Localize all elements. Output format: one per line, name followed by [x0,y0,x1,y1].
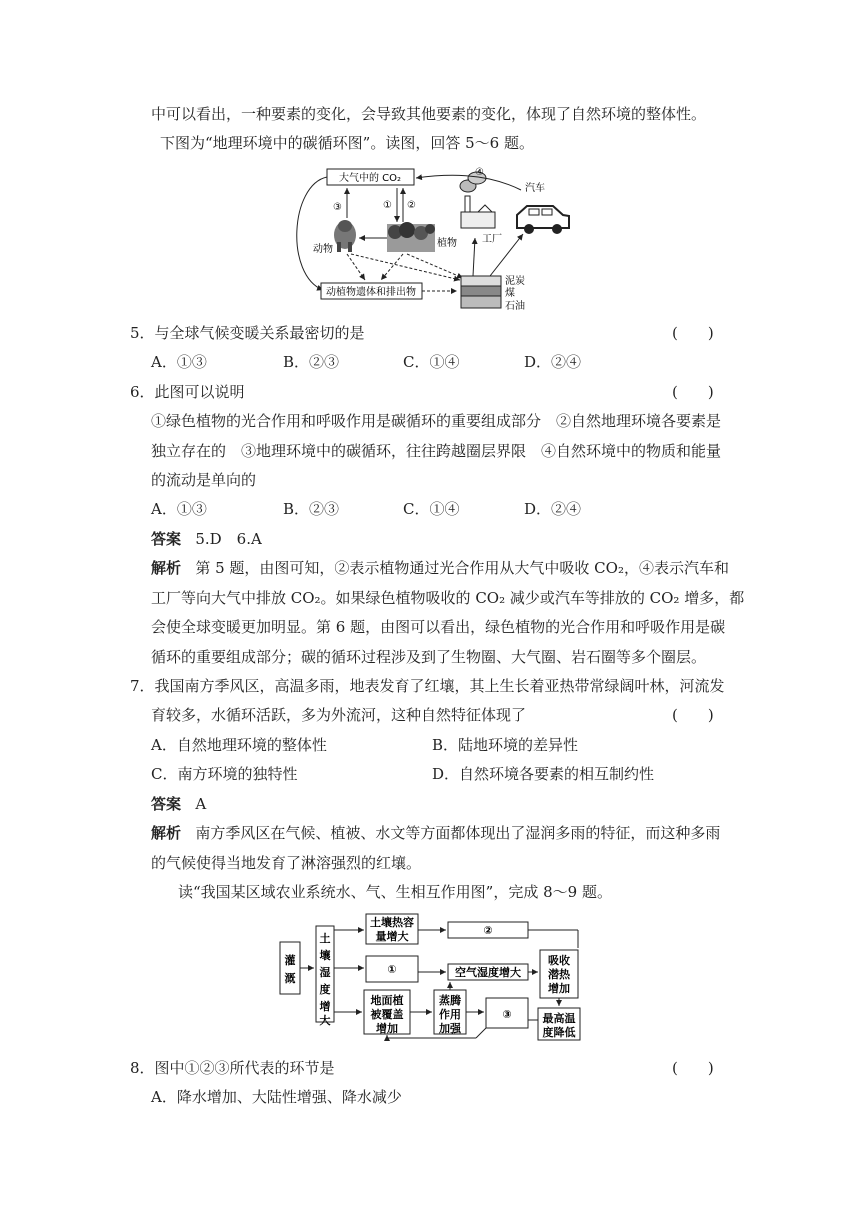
agri-system-diagram [276,912,592,1042]
explanation-label: 解析 [151,559,182,577]
svg-text:增加: 增加 [548,982,570,995]
answer-label: 答案 [151,530,182,548]
fossil-fuel-strata [461,276,501,308]
svg-text:度: 度 [319,983,331,996]
answer-7 [151,794,206,814]
explanation-5-6-line-4: 循环的重要组成部分；碳的循环过程涉及到了生物圈、大气圈、岩石圈等多个圈层。 [151,648,707,666]
car-icon [517,206,569,234]
q5-option-b[interactable]: B．②③ [283,353,340,371]
arrow-3-label: ③ [333,202,342,213]
q8-stem: 8．图中①②③所代表的环节是 [130,1059,335,1077]
q8-option-a[interactable]: A．降水增加、大陆性增强、降水减少 [151,1088,402,1106]
air-humidity-label: 空气湿度增大 [455,966,521,979]
arrow-4-label: ④ [475,167,484,178]
irrigation-char-2: 溉 [284,972,296,985]
q6-option-b[interactable]: B．②③ [283,500,340,518]
irrigation-char-1: 灌 [284,954,296,967]
q6-option-a[interactable]: A．①③ [151,500,207,518]
q7-option-c[interactable]: C．南方环境的独特性 [151,765,298,783]
answer-label: 答案 [151,795,182,813]
svg-text:壤: 壤 [319,949,331,962]
svg-text:增: 增 [319,1000,331,1013]
q6-body-2: 独立存在的 ③地理环境中的碳循环，往往跨越圈层界限 ④自然环境中的物质和能量 [151,442,722,460]
explanation-7-line-1 [151,823,720,843]
svg-text:量增大: 量增大 [375,930,409,943]
svg-text:被覆盖: 被覆盖 [370,1008,404,1021]
explanation-text: 第 5 题，由图可知，②表示植物通过光合作用从大气中吸收 CO₂，④表示汽车和 [195,559,729,577]
explanation-text: 南方季风区在气候、植被、水文等方面都体现出了湿润多雨的特征，而这种多雨 [195,824,721,842]
q5-option-c[interactable]: C．①④ [403,353,460,371]
arrow-1-label: ① [383,200,392,211]
explanation-5-6-line-3: 会使全球变暖更加明显。第 6 题，由图可以看出，绿色植物的光合作用和呼吸作用是碳 [151,618,726,636]
q6-body-1: ①绿色植物的光合作用和呼吸作用是碳循环的重要组成部分 ②自然地理环境各要素是 [151,412,722,430]
plants-label: 植物 [437,238,457,249]
atmosphere-label: 大气中的 CO₂ [338,173,402,184]
read-8-9-intro: 读“我国某区域农业系统水、气、生相互作用图”，完成 8～9 题。 [178,883,612,901]
svg-text:加强: 加强 [439,1022,461,1035]
explanation-5-6-line-2: 工厂等向大气中排放 CO₂。如果绿色植物吸收的 CO₂ 减少或汽车等排放的 CO₂ 增多，都 [151,589,745,607]
box-2-label: ② [483,924,493,937]
q5-stem: 5．与全球气候变暖关系最密切的是 [130,324,365,342]
q6-body-3: 的流动是单向的 [151,471,257,489]
q6-option-d[interactable]: D．②④ [524,500,582,518]
answer-text: 5.D 6.A [195,530,262,548]
q8-paren: ( ) [672,1059,714,1077]
q7-paren: ( ) [672,706,714,724]
svg-text:蒸腾: 蒸腾 [439,994,461,1007]
arrow-2-label: ② [407,200,416,211]
q6-option-c[interactable]: C．①④ [403,500,460,518]
svg-text:土壤热容: 土壤热容 [370,916,414,929]
q5-option-a[interactable]: A．①③ [151,353,207,371]
q7-option-b[interactable]: B．陆地环境的差异性 [432,736,579,754]
svg-text:大: 大 [319,1014,331,1027]
svg-text:潜热: 潜热 [548,968,570,981]
q6-stem: 6．此图可以说明 [130,383,245,401]
plants-forest-image [387,222,435,252]
q6-paren: ( ) [672,383,714,401]
animals-label: 动物 [313,244,333,255]
q5-paren: ( ) [672,324,714,342]
box-1-label: ① [387,963,397,976]
svg-text:度降低: 度降低 [542,1026,576,1039]
svg-text:地面植: 地面植 [370,994,404,1007]
q7-option-a[interactable]: A．自然地理环境的整体性 [151,736,327,754]
factory-label: 工厂 [482,234,502,245]
factory-icon [460,172,495,228]
svg-text:增加: 增加 [376,1022,398,1035]
q7-line-1: 7．我国南方季风区，高温多雨，地表发育了红壤，其上生长着亚热带常绿阔叶林，河流发 [130,677,725,695]
q5-option-d[interactable]: D．②④ [524,353,582,371]
svg-text:吸收: 吸收 [548,954,570,967]
svg-text:作用: 作用 [439,1008,461,1021]
car-label: 汽车 [525,183,545,194]
box-3-label: ③ [502,1008,512,1021]
q7-option-d[interactable]: D．自然环境各要素的相互制约性 [432,765,655,783]
animal-tiger-image [334,220,356,252]
svg-text:土: 土 [319,932,331,945]
intro-line-2: 下图为“地理环境中的碳循环图”。读图，回答 5～6 题。 [160,134,534,152]
peat-label: 泥炭 [505,276,525,287]
answer-text: A [195,795,207,813]
carbon-cycle-diagram [285,160,575,315]
explanation-label: 解析 [151,824,182,842]
remains-label: 动植物遗体和排出物 [326,287,416,298]
svg-text:最高温: 最高温 [542,1012,576,1025]
coal-label: 煤 [505,288,515,299]
answer-5-6 [151,529,262,549]
intro-line-1: 中可以看出，一种要素的变化，会导致其他要素的变化，体现了自然环境的整体性。 [151,105,707,123]
explanation-5-6-line-1 [151,558,729,578]
oil-label: 石油 [505,301,525,312]
svg-text:湿: 湿 [319,966,331,979]
q7-line-2: 育较多，水循环活跃，多为外流河，这种自然特征体现了 [151,706,527,724]
explanation-7-line-2: 的气候使得当地发育了淋溶强烈的红壤。 [151,854,422,872]
